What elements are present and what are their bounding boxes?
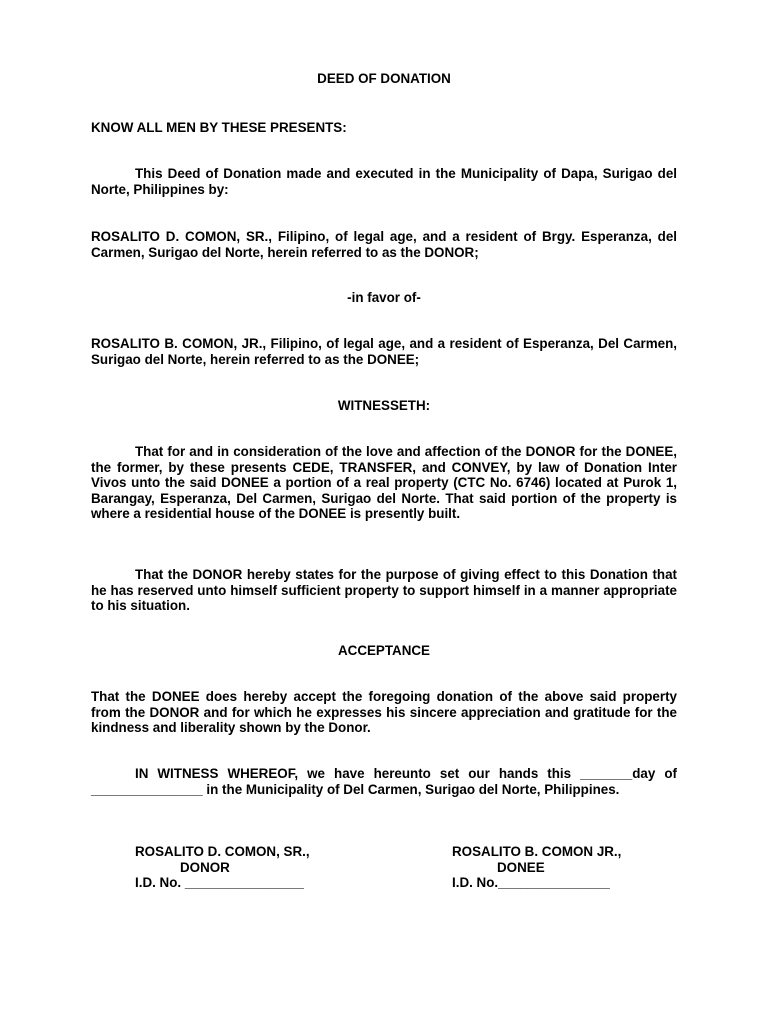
donee-role: DONEE: [497, 859, 545, 875]
donee-name: ROSALITO B. COMON JR.,: [452, 844, 622, 859]
donor-id-line: I.D. No. ________________: [135, 875, 304, 891]
donee-paragraph: ROSALITO B. COMON, JR., Filipino, of legal age, and a resident of Esperanza, Del Carmen, Surigao del Norte, herein referred to as the DONEE;: [91, 336, 677, 367]
donee-id-line: I.D. No._______________: [452, 875, 610, 891]
witnesseth-heading: WITNESSETH:: [337, 398, 431, 413]
acceptance-paragraph: That the DONEE does hereby accept the foregoing donation of the above said property from the DONOR and for which he expresses his sincere appreciation and gratitude for the kindness and liberality shown by the Donor.: [91, 689, 677, 736]
donor-name: ROSALITO D. COMON, SR.,: [135, 844, 310, 859]
intro-paragraph: This Deed of Donation made and executed in the Municipality of Dapa, Surigao del Norte, Philippines by:: [91, 166, 677, 197]
donor-paragraph: ROSALITO D. COMON, SR., Filipino, of legal age, and a resident of Brgy. Esperanza, del Carmen, Surigao del Norte, herein referred to as the DONOR;: [91, 229, 677, 260]
donor-signature-block: [135, 844, 310, 891]
reservation-paragraph: That the DONOR hereby states for the purpose of giving effect to this Donation that he has reserved unto himself sufficient property to support himself in a manner appropriate to his situation.: [91, 567, 677, 614]
consideration-paragraph: That for and in consideration of the love and affection of the DONOR for the DONEE, the former, by these presents CEDE, TRANSFER, and CONVEY, by law of Donation Inter Vivos unto the said DONEE a portion of a real property (CTC No. 6746) located at Purok 1, Barangay, Esperanza, Del Carmen, Surigao del Norte. That said portion of the property is where a residential house of the DONEE is presently built.: [91, 444, 677, 522]
donee-signature-block: [452, 844, 621, 891]
opening-line: KNOW ALL MEN BY THESE PRESENTS:: [91, 120, 347, 135]
document-title: DEED OF DONATION: [317, 71, 451, 86]
donor-role: DONOR: [180, 859, 230, 875]
acceptance-heading: ACCEPTANCE: [337, 643, 430, 658]
in-favor-of-line: -in favor of-: [347, 290, 421, 305]
witness-paragraph: IN WITNESS WHEREOF, we have hereunto set our hands this _______day of _______________ in the Municipality of Del Carmen, Surigao del Norte, Philippines.: [91, 766, 677, 797]
